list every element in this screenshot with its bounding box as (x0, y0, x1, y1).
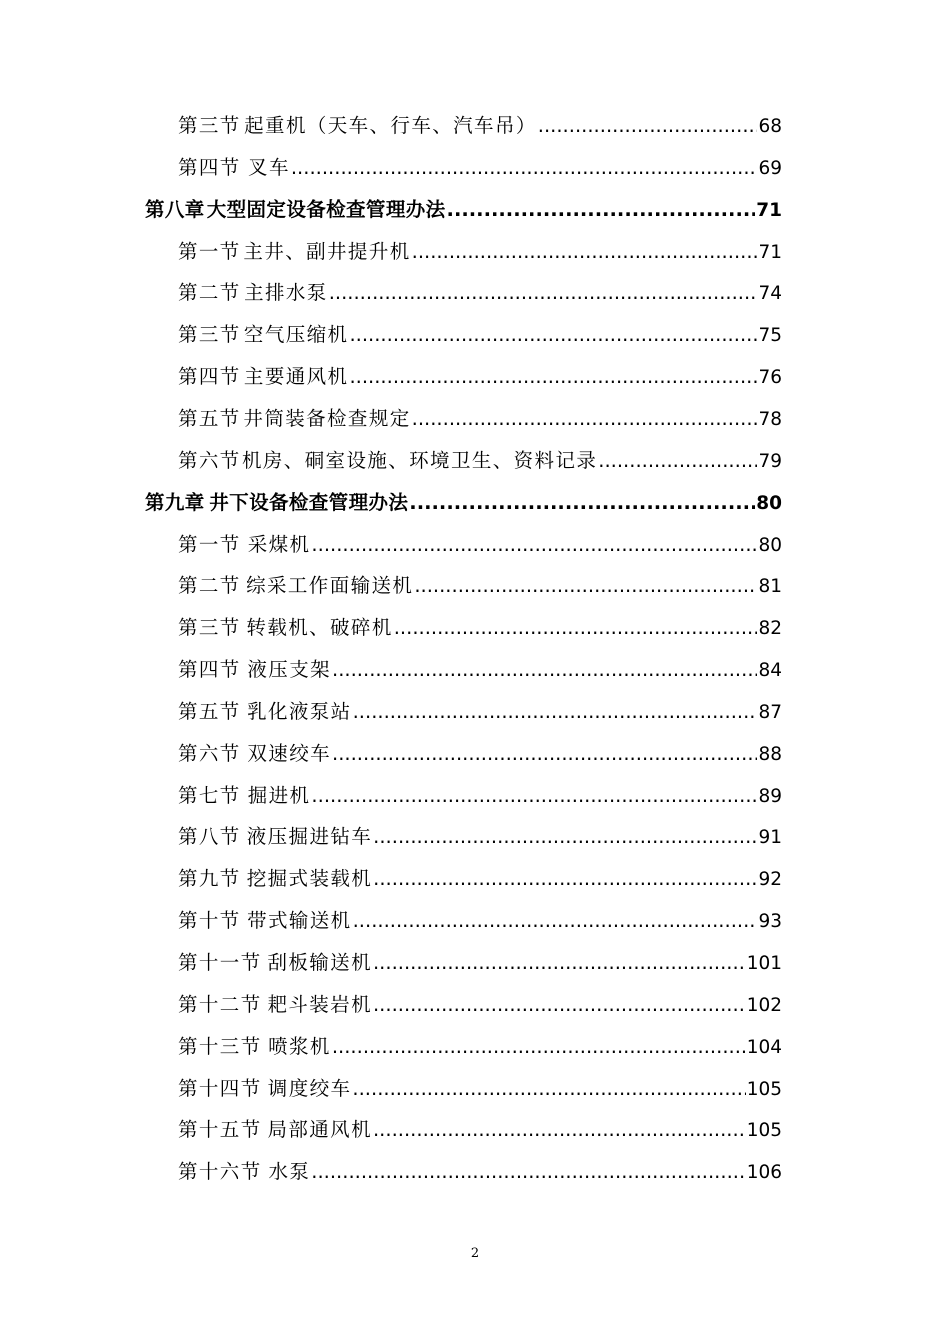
toc-entry-title: 液压掘进钻车 (246, 825, 373, 849)
toc-dot-leader (311, 784, 757, 807)
toc-entry-title: 带式输送机 (247, 909, 352, 933)
toc-entry-number: 第五节 (178, 406, 241, 430)
toc-entry-title: 水泵 (268, 1160, 311, 1184)
toc-section-entry[interactable] (178, 780, 782, 810)
toc-section-entry[interactable] (178, 570, 782, 600)
toc-entry-page: 88 (758, 743, 782, 765)
toc-section-entry[interactable] (178, 738, 782, 768)
toc-entry-page: 84 (758, 660, 782, 682)
toc-dot-leader (353, 700, 758, 723)
toc-entry-number: 第四节 (178, 365, 241, 389)
toc-entry-page: 89 (758, 785, 782, 807)
toc-entry-title: 耙斗装岩机 (267, 992, 372, 1016)
toc-section-entry[interactable] (178, 1073, 782, 1103)
toc-entry-page: 71 (756, 199, 782, 221)
toc-entry-title: 喷浆机 (268, 1034, 331, 1058)
toc-section-entry[interactable] (178, 1031, 782, 1061)
toc-entry-title: 机房、硐室设施、环境卫生、资料记录 (241, 448, 598, 472)
toc-dot-leader (291, 156, 758, 179)
toc-dot-leader (447, 198, 756, 221)
toc-chapter-entry[interactable] (145, 194, 782, 224)
toc-dot-leader (353, 909, 758, 932)
toc-entry-page: 105 (746, 1120, 782, 1142)
toc-entry-title: 采煤机 (247, 532, 311, 556)
toc-entry-page: 104 (746, 1036, 782, 1058)
toc-section-entry[interactable] (178, 1156, 782, 1186)
toc-entry-page: 87 (758, 701, 782, 723)
toc-entry-page: 78 (758, 408, 782, 430)
toc-dot-leader (373, 825, 757, 848)
toc-entry-page: 75 (758, 325, 782, 347)
toc-entry-number: 第十六节 (178, 1160, 262, 1184)
toc-entry-title: 大型固定设备检查管理办法 (206, 197, 446, 221)
toc-entry-title: 主要通风机 (243, 365, 349, 389)
toc-entry-title: 液压支架 (247, 658, 332, 682)
toc-entry-number: 第九节 (178, 867, 241, 891)
toc-entry-number: 第二节 (178, 574, 241, 598)
toc-entry-page: 74 (758, 283, 782, 305)
toc-section-entry[interactable] (178, 529, 782, 559)
toc-section-entry[interactable] (178, 989, 782, 1019)
toc-entry-title: 井下设备检查管理办法 (209, 490, 409, 514)
toc-dot-leader (598, 449, 757, 472)
toc-entry-title: 调度绞车 (267, 1076, 352, 1100)
toc-entry-number: 第八节 (178, 825, 241, 849)
toc-entry-number: 第三节 (178, 616, 241, 640)
toc-entry-number: 第三节 (178, 114, 241, 137)
toc-entry-page: 79 (758, 450, 782, 472)
toc-entry-number: 第十二节 (178, 992, 262, 1016)
toc-dot-leader (311, 1160, 745, 1183)
toc-section-entry[interactable] (178, 110, 782, 140)
toc-entry-title: 综采工作面输送机 (246, 574, 414, 598)
toc-entry-title: 乳化液泵站 (247, 699, 352, 723)
toc-dot-leader (373, 1118, 746, 1141)
page-number: 2 (470, 1246, 480, 1261)
toc-dot-leader (311, 533, 757, 556)
toc-dot-leader (412, 240, 758, 263)
toc-entry-page: 93 (758, 911, 782, 933)
toc-entry-page: 68 (758, 116, 782, 137)
toc-entry-page: 101 (746, 953, 782, 974)
toc-entry-title: 主井、副井提升机 (243, 239, 411, 263)
toc-entry-number: 第二节 (178, 281, 241, 305)
toc-entry-page: 71 (758, 241, 782, 263)
toc-section-entry[interactable] (178, 319, 782, 349)
toc-dot-leader (373, 993, 746, 1016)
toc-section-entry[interactable] (178, 1114, 782, 1144)
toc-entry-number: 第十节 (178, 909, 241, 933)
toc-section-entry[interactable] (178, 863, 782, 893)
toc-section-entry[interactable] (178, 152, 782, 182)
toc-dot-leader (349, 323, 757, 346)
toc-entry-title: 刮板输送机 (267, 951, 372, 974)
toc-entry-title: 挖掘式装载机 (246, 867, 373, 891)
toc-section-entry[interactable] (178, 821, 782, 851)
toc-entry-title: 空气压缩机 (243, 323, 349, 347)
toc-entry-title: 主排水泵 (244, 281, 328, 305)
toc-entry-number: 第十四节 (178, 1076, 262, 1100)
toc-dot-leader (352, 1077, 745, 1100)
toc-entry-page: 106 (746, 1162, 782, 1184)
toc-section-entry[interactable] (178, 612, 782, 642)
toc-entry-title: 局部通风机 (267, 1118, 372, 1142)
toc-section-entry[interactable] (178, 696, 782, 726)
toc-section-entry[interactable] (178, 403, 782, 433)
toc-entry-title: 转载机、破碎机 (246, 616, 393, 640)
toc-entry-number: 第一节 (178, 532, 241, 556)
toc-entry-number: 第十一节 (178, 951, 262, 974)
toc-entry-page: 91 (758, 827, 782, 849)
toc-dot-leader (538, 114, 758, 137)
toc-entry-number: 第九章 (145, 490, 205, 514)
toc-entry-number: 第六节 (178, 448, 241, 472)
toc-entry-number: 第一节 (178, 239, 241, 263)
toc-entry-number: 第五节 (178, 699, 241, 723)
toc-dot-leader (332, 658, 757, 681)
toc-dot-leader (332, 1035, 746, 1058)
toc-entry-page: 81 (758, 576, 782, 598)
toc-entry-number: 第八章 (145, 197, 205, 221)
toc-section-entry[interactable] (178, 947, 782, 977)
toc-dot-leader (373, 867, 757, 890)
toc-entry-number: 第十五节 (178, 1118, 262, 1142)
toc-entry-title: 井筒装备检查规定 (243, 406, 411, 430)
toc-section-entry[interactable] (178, 445, 782, 475)
toc-section-entry[interactable] (178, 654, 782, 684)
toc-dot-leader (332, 742, 757, 765)
toc-dot-leader (373, 951, 746, 974)
toc-entry-title: 叉车 (248, 155, 290, 179)
toc-entry-page: 80 (758, 534, 782, 556)
toc-entry-page: 80 (756, 492, 782, 514)
toc-entry-title: 双速绞车 (247, 741, 332, 765)
toc-entry-page: 69 (758, 157, 782, 179)
toc-dot-leader (329, 281, 758, 304)
toc-entry-page: 102 (746, 994, 782, 1016)
toc-entry-number: 第六节 (178, 741, 241, 765)
toc-entry-number: 第七节 (178, 783, 241, 807)
toc-dot-leader (414, 574, 757, 597)
toc-entry-page: 92 (758, 869, 782, 891)
toc-chapter-entry[interactable] (145, 487, 782, 517)
toc-section-entry[interactable] (178, 361, 782, 391)
toc-dot-leader (394, 616, 758, 639)
toc-entry-number: 第十三节 (178, 1034, 262, 1058)
toc-entry-number: 第三节 (178, 323, 241, 347)
toc-section-entry[interactable] (178, 277, 782, 307)
toc-entry-title: 掘进机 (247, 783, 311, 807)
toc-section-entry[interactable] (178, 905, 782, 935)
toc-section-entry[interactable] (178, 236, 782, 266)
toc-entry-page: 76 (758, 367, 782, 389)
toc-entry-number: 第四节 (178, 658, 241, 682)
toc-entry-page: 82 (758, 618, 782, 640)
toc-dot-leader (409, 491, 755, 514)
toc-dot-leader (349, 365, 757, 388)
toc-entry-page: 105 (746, 1078, 782, 1100)
toc-entry-title: 起重机（天车、行车、汽车吊） (244, 114, 537, 137)
toc-dot-leader (412, 407, 758, 430)
toc-entry-number: 第四节 (178, 155, 241, 179)
